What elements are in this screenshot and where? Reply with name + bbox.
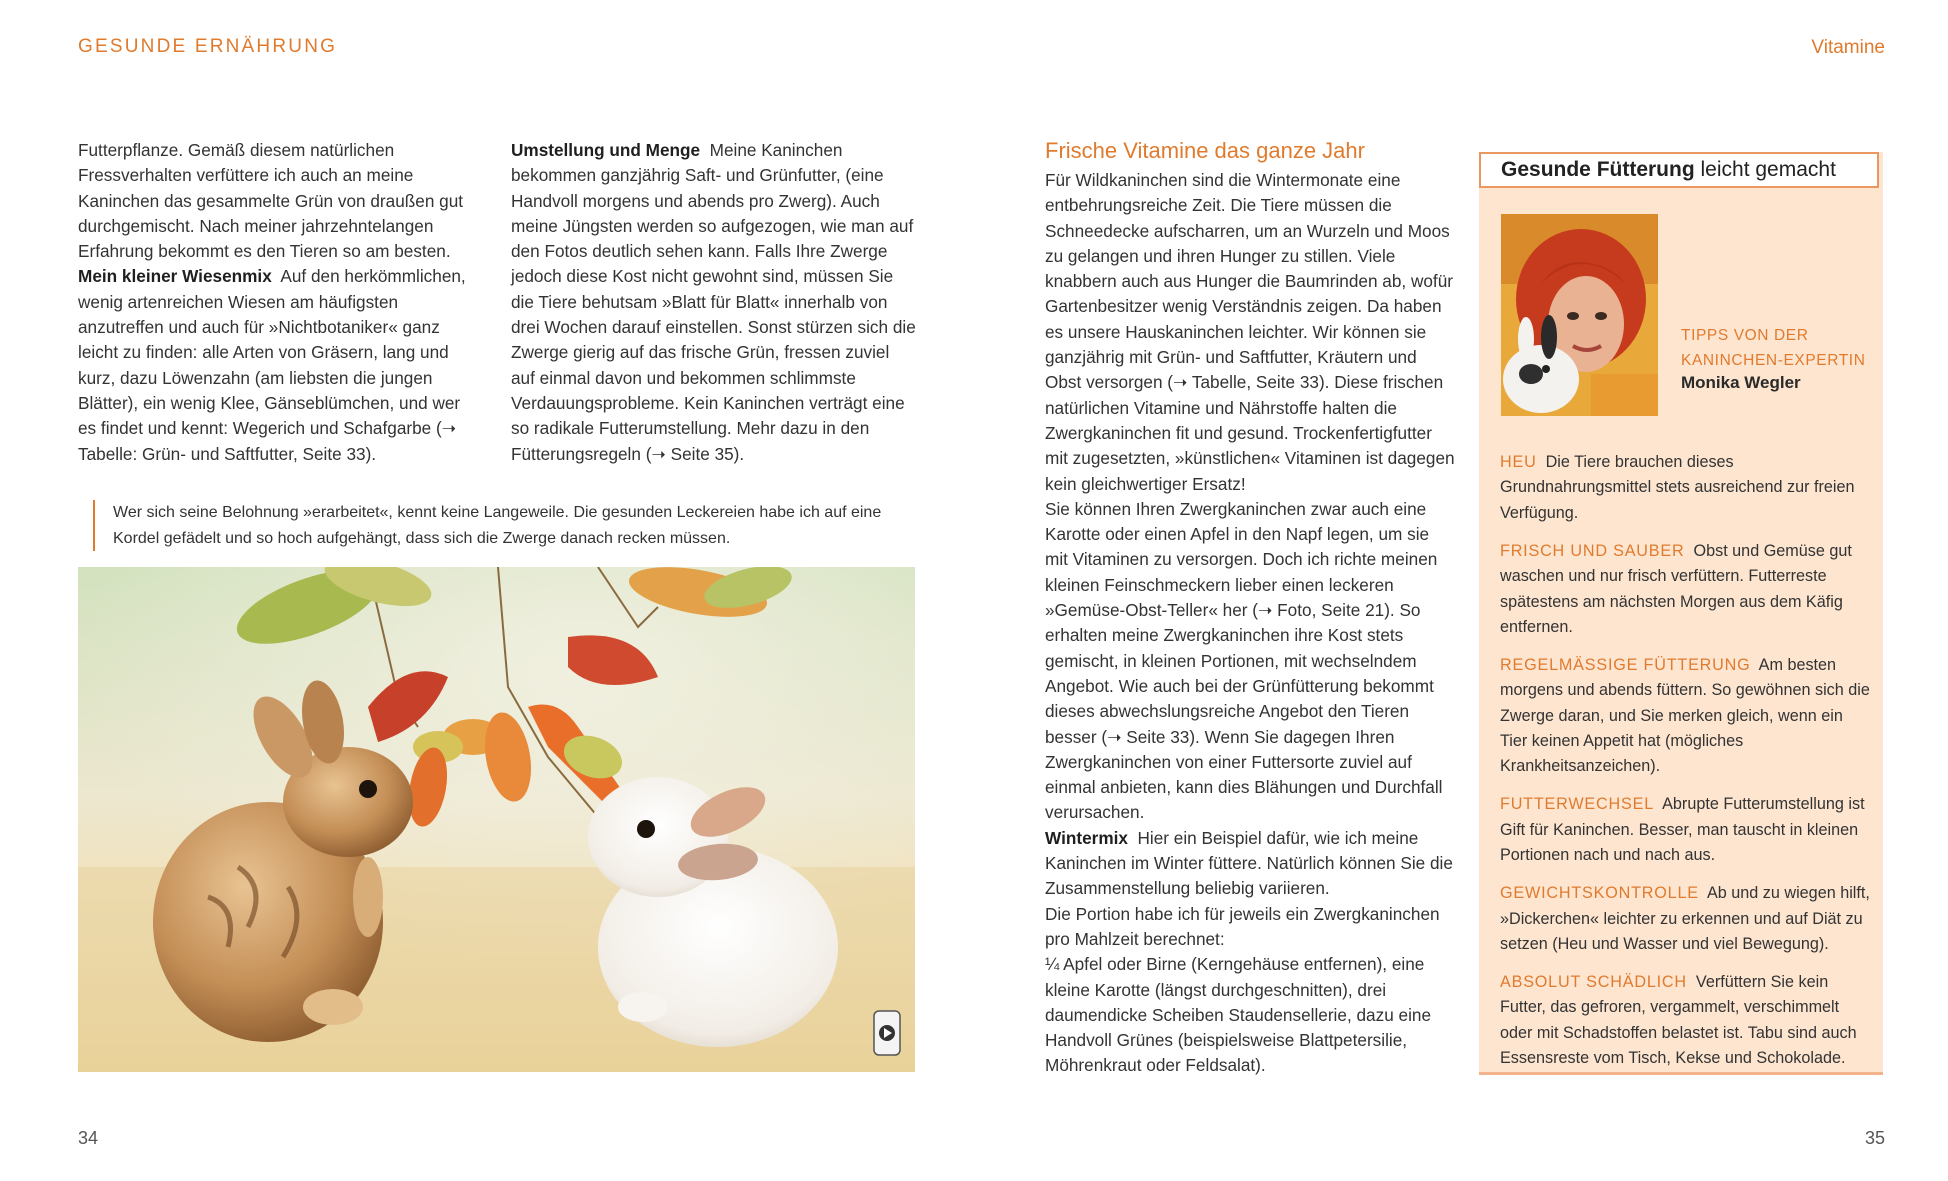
bunnies-illustration <box>78 567 915 1072</box>
photo-caption: Wer sich seine Belohnung »erarbeitet«, kennt keine Langeweile. Die gesunden Leckereien habe ich auf eine Kordel gefädelt und so hoch aufgehängt, dass sich die Zwerge danach recken müssen. <box>93 500 913 551</box>
bunnies-photo <box>78 567 915 1072</box>
expert-portrait <box>1501 214 1658 416</box>
expert-label <box>1681 323 1866 373</box>
text-column-1 <box>78 138 483 467</box>
tip-item <box>1500 539 1870 641</box>
paragraph: Für Wildkaninchen sind die Wintermonate eine entbehrungsreiche Zeit. Die Tiere müssen die Schneedecke aufscharren, um an Wurzeln und Moos zu gelangen und ihren Hunger zu stillen. Viele knabbern auch aus Hunger die Baumrinden ab, wofür Gartenbesitzer wenig Verständnis zeigen. Da haben es unsere Hauskaninchen leichter. Wir können sie ganzjährig mit Grün- und Saftfutter, Kräutern und Obst versorgen (➝ Tabelle, Seite 33). Diese frischen natürlichen Vitamine und Nährstoffe halten die Zwergkaninchen fit und gesund. Trockenfertigfutter mit zugesetzten, »künstlichen« Vitaminen ist dagegen kein gleichwertiger Ersatz! <box>1045 170 1455 494</box>
tip-text: Am besten morgens und abends füttern. So gewöhnen sich die Zwerge daran, und Sie merken gleich, wenn ein Tier keinen Appetit hat (mögliches Krankheitsanzeichen). <box>1500 655 1870 776</box>
tips-box <box>1479 152 1883 1075</box>
paragraph: Futterpflanze. Gemäß diesem natürlichen Fressverhalten verfüttere ich auch an meine Kaninchen das gesammelte Grün von draußen gut durchgemischt. Nach meiner jahrzehntelangen Erfahrung bekommt es den Tieren so am besten. <box>78 140 464 262</box>
tip-key: HEU <box>1500 453 1537 471</box>
paragraph <box>511 138 916 467</box>
paragraph-text: Hier ein Beispiel dafür, wie ich meine Kaninchen im Winter füttere. Natürlich können Sie die Zusammenstellung beliebig variieren. <box>1045 827 1453 899</box>
expert-label-line: KANINCHEN-EXPERTIN <box>1681 352 1866 369</box>
tip-text: Abrupte Futterumstellung ist Gift für Kaninchen. Besser, man tauscht in kleinen Portionen nach und nach aus. <box>1500 795 1865 865</box>
lead-in: Wintermix <box>1045 827 1128 848</box>
expert-name: Monika Wegler <box>1681 373 1801 392</box>
tips-list <box>1500 450 1870 1084</box>
paragraph: Sie können Ihren Zwergkaninchen zwar auch eine Karotte oder einen Apfel in den Napf legen, um sie mit Vitaminen zu versorgen. Doch ich richte meinen kleinen Feinschmeckern lieber einen leckeren »Gemüse-Obst-Teller« her (➝ Foto, Seite 21). So erhalten meine Zwergkaninchen ihre Kost stets gemischt, in kleinen Portionen, mit wechselndem Angebot. Wie auch bei der Grünfütterung bekommt dieses abwechslungsreiche Angebot den Tieren besser (➝ Seite 33). Wenn Sie dagegen Ihren Zwergkaninchen von einer Futtersorte zuviel auf einmal anbieten, kann dies Blähungen und Durchfall verursachen. <box>1045 498 1443 823</box>
expert-label-line: TIPPS VON DER <box>1681 327 1809 344</box>
tip-text: Verfüttern Sie kein Futter, das gefroren, vergammelt, verschimmelt oder mit Schadstoffen belastet ist. Tabu sind auch Essensreste vom Tisch, Kekse und Schokolade. <box>1500 972 1857 1068</box>
tip-text: Die Tiere brauchen dieses Grundnahrungsmittel stets ausreichend zur freien Verfügung. <box>1500 453 1855 522</box>
play-icon[interactable] <box>874 1011 900 1055</box>
paragraph: Die Portion habe ich für jeweils ein Zwergkaninchen pro Mahlzeit berechnet: <box>1045 903 1440 949</box>
section-heading: Frische Vitamine das ganze Jahr <box>1045 138 1365 163</box>
expert-portrait-illustration <box>1501 214 1658 416</box>
tip-key: ABSOLUT SCHÄDLICH <box>1500 972 1687 991</box>
lead-in: Mein kleiner Wiesenmix <box>78 266 272 287</box>
tips-box-title <box>1479 152 1879 188</box>
tip-key: REGELMÄSSIGE FÜTTERUNG <box>1500 655 1751 674</box>
tips-box-title-rest: leicht gemacht <box>1694 158 1836 181</box>
tip-item <box>1500 450 1870 526</box>
tip-item <box>1500 970 1870 1072</box>
text-column-3 <box>1045 168 1455 1079</box>
tip-item <box>1500 881 1870 957</box>
page-number-right: 35 <box>1864 1128 1885 1148</box>
tip-key: FUTTERWECHSEL <box>1500 795 1655 814</box>
running-header-left: GESUNDE ERNÄHRUNG <box>78 36 338 57</box>
running-header-right: Vitamine <box>1811 37 1885 58</box>
tip-key: FRISCH UND SAUBER <box>1500 541 1685 560</box>
lead-in: Umstellung und Menge <box>511 140 701 160</box>
paragraph <box>78 264 483 466</box>
tips-box-title-bold: Gesunde Fütterung <box>1501 158 1695 181</box>
paragraph-text: Meine Kaninchen bekommen ganzjährig Saft- und Grünfutter, (eine Handvoll morgens und abends pro Zwerg). Auch meine Jüngsten werden so aufgezogen, wie man auf den Fotos deutlich sehen kann. Falls Ihre Zwerge jedoch diese Kost nicht gewohnt sind, müssen Sie die Tiere behutsam »Blatt für Blatt« innerhalb von drei Wochen darauf einstellen. Sonst stürzen sich die Zwerge gierig auf das frische Grün, fressen zuviel auf einmal davon und bekommen schlimmste Verdauungsprobleme. Kein Kaninchen verträgt eine so radikale Futterumstellung. Mehr dazu in den Fütterungsregeln (➝ Seite 35). <box>511 140 916 464</box>
text-column-2 <box>511 138 916 467</box>
page-number-left: 34 <box>78 1128 99 1148</box>
paragraph-text: Auf den herkömmlichen, wenig artenreichen Wiesen am häufigsten anzutreffen und auch für »Nichtbotaniker« ganz leicht zu finden: alle Arten von Gräsern, lang und kurz, dazu Löwenzahn (am liebsten die jungen Blätter), ein wenig Klee, Gänseblümchen, und wer es findet und kennt: Wegerich und Schafgarbe (➝ Tabelle: Grün- und Saftfutter, Seite 33). <box>78 266 466 464</box>
tip-item <box>1500 653 1870 780</box>
paragraph <box>1045 826 1455 902</box>
tip-key: GEWICHTSKONTROLLE <box>1500 884 1699 903</box>
tip-item <box>1500 792 1870 868</box>
tip-text: Obst und Gemüse gut waschen und nur frisch verfüttern. Futterreste spätestens am nächsten Morgen aus dem Käfig entfernen. <box>1500 541 1852 636</box>
paragraph: ¼ Apfel oder Birne (Kerngehäuse entfernen), eine kleine Karotte (längst durchgeschnitten), drei daumendicke Scheiben Staudensellerie, dazu eine Handvoll Grünes (beispielsweise Blattpetersilie, Möhrenkraut oder Feldsalat). <box>1045 954 1432 1076</box>
tip-text: Ab und zu wiegen hilft, »Dickerchen« leichter zu erkennen und auf Diät zu setzen (Heu und Wasser und viel Bewegung). <box>1500 884 1870 953</box>
